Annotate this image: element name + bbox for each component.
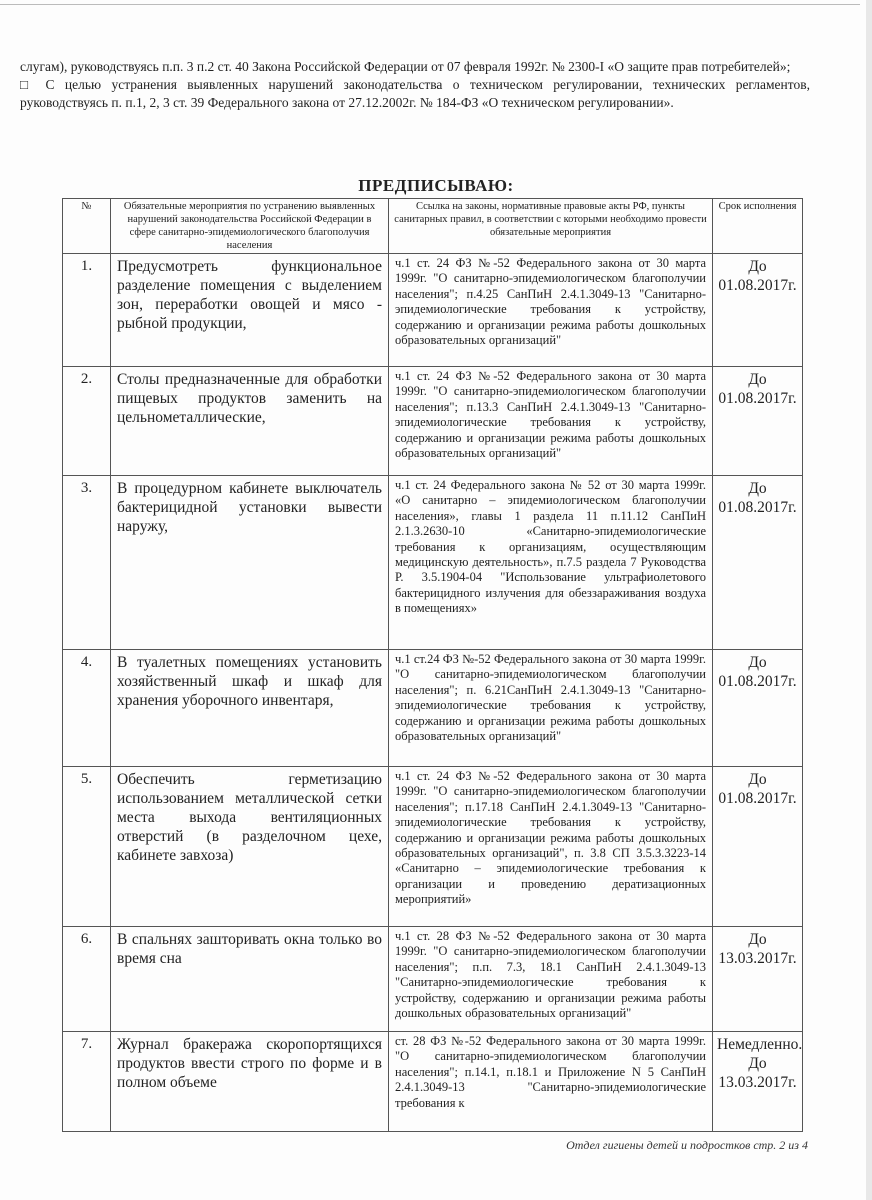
table-header-row: [63, 199, 803, 254]
row-action: В спальнях зашторивать окна только во время сна: [111, 927, 389, 1032]
row-number: 6.: [63, 927, 111, 1032]
deadline-line: 01.08.2017г.: [718, 673, 797, 690]
deadline-line: До: [748, 371, 767, 388]
row-number: 3.: [63, 476, 111, 650]
row-action: В процедурном кабинете выключатель бактерицидной установки вывести наружу,: [111, 476, 389, 650]
deadline-line: 13.03.2017г.: [718, 1074, 797, 1091]
row-reference: ч.1 ст. 24 ФЗ №-52 Федерального закона от 30 марта 1999г. "О санитарно-эпидемиологическом благополучии населения"; п.13.3 СанПиН 2.4.1.3049-13 "Санитарно-эпидемиологические требования к устройству, содержанию и организации режима работы дошкольных образовательных организаций": [389, 367, 713, 476]
row-reference: ч.1 ст.24 ФЗ №-52 Федерального закона от 30 марта 1999г. "О санитарно-эпидемиологическом благополучии населения"; п. 6.21СанПиН 2.4.1.3049-13 "Санитарно-эпидемиологические требования к устройству, содержанию и организации режима работы дошкольных образовательных организаций": [389, 650, 713, 767]
header-deadline: Срок исполнения: [713, 199, 803, 254]
deadline-line: 01.08.2017г.: [718, 499, 797, 516]
row-deadline: [713, 1032, 803, 1132]
table-row: [63, 367, 803, 476]
header-actions: Обязательные мероприятия по устранению выявленных нарушений законодательства Российской Федерации в сфере санитарно-эпидемиологического благополучия населения: [111, 199, 389, 254]
table-row: [63, 767, 803, 927]
row-action: Журнал бракеража скоропортящихся продуктов ввести строго по форме и в полном объеме: [111, 1032, 389, 1132]
row-number: 2.: [63, 367, 111, 476]
deadline-line: До: [748, 771, 767, 788]
row-number: 5.: [63, 767, 111, 927]
row-deadline: [713, 367, 803, 476]
table-body: [63, 254, 803, 1132]
scan-edge-line: [0, 4, 860, 5]
deadline-line: До: [748, 480, 767, 497]
header-number: №: [63, 199, 111, 254]
deadline-line: 13.03.2017г.: [718, 950, 797, 967]
row-deadline: [713, 476, 803, 650]
table-row: [63, 1032, 803, 1132]
row-reference: ч.1 ст. 24 Федерального закона № 52 от 30 марта 1999г. «О санитарно – эпидемиологическом благополучии населения», главы 1 раздела 11 п.11.12 СанПиН 2.1.3.2630-10 «Санитарно-эпидемиологические требования к организациям, осуществляющим медицинскую деятельность», п.7.5 раздела 7 Руководства Р. 3.5.1904-04 "Использование ультрафиолетового бактерицидного излучения для обеззараживания воздуха в помещениях»: [389, 476, 713, 650]
row-number: 4.: [63, 650, 111, 767]
row-number: 1.: [63, 254, 111, 367]
deadline-line: До: [748, 258, 767, 275]
row-action: В туалетных помещениях установить хозяйственный шкаф и шкаф для хранения уборочного инвентаря,: [111, 650, 389, 767]
table-row: [63, 927, 803, 1032]
prescriptions-table: [62, 198, 803, 1132]
page-footer: Отдел гигиены детей и подростков стр. 2 из 4: [566, 1138, 808, 1152]
row-action: Обеспечить герметизацию использованием металлической сетки места выхода вентиляционных отверстий (в разделочном цехе, кабинете завхоза): [111, 767, 389, 927]
row-action: Столы предназначенные для обработки пищевых продуктов заменить на цельнометаллические,: [111, 367, 389, 476]
deadline-line: До: [748, 654, 767, 671]
row-deadline: [713, 650, 803, 767]
deadline-line: 01.08.2017г.: [718, 277, 797, 294]
table-row: [63, 476, 803, 650]
deadline-line: 01.08.2017г.: [718, 390, 797, 407]
deadline-line: До: [748, 931, 767, 948]
header-references: Ссылка на законы, нормативные правовые акты РФ, пункты санитарных правил, в соответствии с которыми необходимо провести обязательные мероприятия: [389, 199, 713, 254]
intro-paragraph-2: □ С целью устранения выявленных нарушений законодательства о техническом регулировании, технических регламентов, руководствуясь п. п.1, 2, 3 ст. 39 Федерального закона от 27.12.2002г. № 184-ФЗ «О техническом регулировании».: [20, 77, 810, 110]
intro-text: [20, 58, 810, 112]
deadline-line: 01.08.2017г.: [718, 790, 797, 807]
row-reference: ч.1 ст. 24 ФЗ №-52 Федерального закона от 30 марта 1999г. "О санитарно-эпидемиологическом благополучии населения"; п.17.18 СанПиН 2.4.1.3049-13 "Санитарно-эпидемиологические требования к устройству, содержанию и организации режима работы дошкольных образовательных организаций", п. 3.8 СП 3.5.3.3223-14 «Санитарно – эпидемиологические требования к организации и проведению дератизационных мероприятий»: [389, 767, 713, 927]
row-action: Предусмотреть функциональное разделение помещения с выделением зон, переработки овощей и мясо - рыбной продукции,: [111, 254, 389, 367]
row-reference: ч.1 ст. 24 ФЗ №-52 Федерального закона от 30 марта 1999г. "О санитарно-эпидемиологическом благополучии населения"; п.4.25 СанПиН 2.4.1.3049-13 "Санитарно-эпидемиологические требования к устройству, содержанию и организации режима работы дошкольных образовательных организаций": [389, 254, 713, 367]
row-deadline: [713, 927, 803, 1032]
row-reference: ч.1 ст. 28 ФЗ №-52 Федерального закона от 30 марта 1999г. "О санитарно-эпидемиологическом благополучии населения"; п.п. 7.3, 18.1 СанПиН 2.4.1.3049-13 "Санитарно-эпидемиологические требования к устройству, содержанию и организации режима работы дошкольных образовательных организаций": [389, 927, 713, 1032]
table-row: [63, 254, 803, 367]
row-deadline: [713, 767, 803, 927]
document-title: ПРЕДПИСЫВАЮ:: [358, 176, 514, 195]
intro-paragraph-1: слугам), руководствуясь п.п. 3 п.2 ст. 40 Закона Российской Федерации от 07 февраля 1992г. № 2300-I «О защите прав потребителей»;: [20, 59, 791, 74]
row-deadline: [713, 254, 803, 367]
row-number: 7.: [63, 1032, 111, 1132]
row-reference: ст. 28 ФЗ №-52 Федерального закона от 30 марта 1999г. "О санитарно-эпидемиологическом благополучии населения"; п.14.1, п.18.1 и Приложение N 5 СанПиН 2.4.1.3049-13 "Санитарно-эпидемиологические требования к: [389, 1032, 713, 1132]
table-row: [63, 650, 803, 767]
deadline-line: Немедленно.: [717, 1036, 803, 1053]
deadline-line: До: [748, 1055, 767, 1072]
